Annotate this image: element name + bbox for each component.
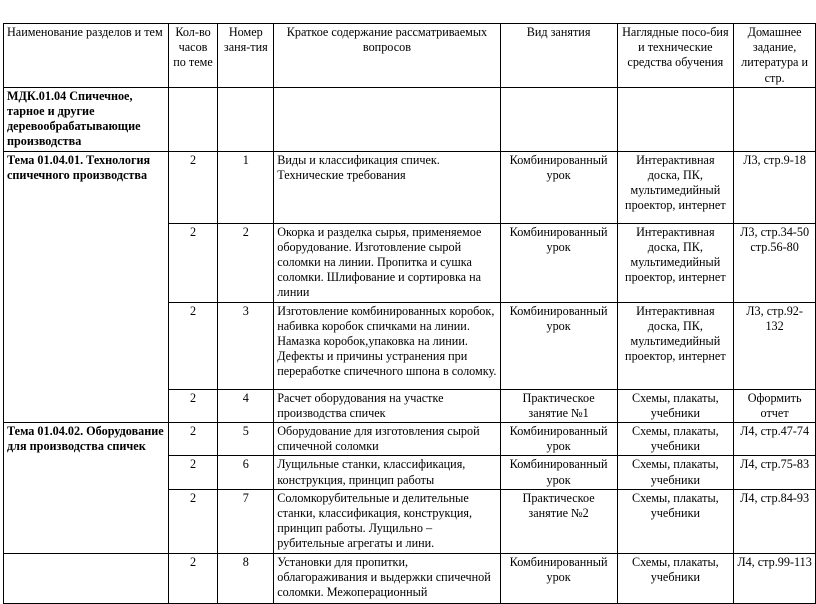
module-row (4, 87, 816, 151)
header-row (4, 24, 816, 88)
header-lesson-number: Номер заня-тия (218, 24, 274, 88)
lesson-number-cell: 2 (218, 223, 274, 302)
homework-cell: Л3, стр.34-50 стр.56-80 (734, 223, 816, 302)
table-row (4, 456, 816, 489)
aids-cell: Интерактивная доска, ПК, мультимедийный проектор, интернет (617, 223, 734, 302)
hours-cell: 2 (168, 223, 218, 302)
topic-continuation (4, 489, 169, 553)
header-section: Наименование разделов и тем (4, 24, 169, 88)
aids-cell: Схемы, плакаты, учебники (617, 423, 734, 456)
empty-cell (617, 87, 734, 151)
content-cell: Лущильные станки, классификация, конструкция, принцип работы (274, 456, 500, 489)
aids-cell: Интерактивная доска, ПК, мультимедийный проектор, интернет (617, 302, 734, 389)
header-aids: Наглядные посо-бия и технические средства обучения (617, 24, 734, 88)
lesson-number-cell: 5 (218, 423, 274, 456)
table-row (4, 389, 816, 422)
lesson-type-cell: Комбинированный урок (500, 553, 617, 603)
hours-cell: 2 (168, 423, 218, 456)
homework-cell: Оформить отчет (734, 389, 816, 422)
aids-cell: Схемы, плакаты, учебники (617, 489, 734, 553)
lesson-number-cell: 8 (218, 553, 274, 603)
empty-cell (500, 87, 617, 151)
content-cell: Расчет оборудования на участке производства спичек (274, 389, 500, 422)
aids-cell: Интерактивная доска, ПК, мультимедийный проектор, интернет (617, 151, 734, 223)
topic-title: Тема 01.04.02. Оборудование для производства спичек (4, 423, 169, 456)
empty-cell (734, 87, 816, 151)
module-title: МДК.01.04 Спичечное, тарное и другие деревообрабатывающие производства (4, 87, 169, 151)
table-row (4, 302, 816, 389)
empty-cell (168, 87, 218, 151)
lesson-number-cell: 3 (218, 302, 274, 389)
content-cell: Изготовление комбинированных коробок, набивка коробок спичками на линии. Намазка коробок,упаковка на линии. Дефекты и причины устранения при переработке спичечного шпона в соломку. (274, 302, 500, 389)
hours-cell: 2 (168, 389, 218, 422)
homework-cell: Л4, стр.99-113 (734, 553, 816, 603)
table-row (4, 553, 816, 603)
lesson-type-cell: Практическое занятие №2 (500, 489, 617, 553)
topic-continuation (4, 456, 169, 489)
topic-continuation (4, 223, 169, 302)
header-hours: Кол-во часов по теме (168, 24, 218, 88)
lesson-type-cell: Комбинированный урок (500, 223, 617, 302)
table-row (4, 489, 816, 553)
lesson-number-cell: 4 (218, 389, 274, 422)
lesson-type-cell: Комбинированный урок (500, 456, 617, 489)
lesson-number-cell: 7 (218, 489, 274, 553)
topic-title: Тема 01.04.01. Технология спичечного производства (4, 151, 169, 223)
content-cell: Установки для пропитки, облагораживания и выдержки спичечной соломки. Межоперационный (274, 553, 500, 603)
table-row (4, 423, 816, 456)
lesson-number-cell: 1 (218, 151, 274, 223)
empty-cell (218, 87, 274, 151)
topic-continuation (4, 553, 169, 603)
aids-cell: Схемы, плакаты, учебники (617, 456, 734, 489)
topic-continuation (4, 302, 169, 389)
hours-cell: 2 (168, 489, 218, 553)
content-cell: Окорка и разделка сырья, применяемое оборудование. Изготовление сырой соломки на линии. Пропитка и сушка соломки. Шлифование и сортировка на линии (274, 223, 500, 302)
lesson-plan-table (3, 23, 816, 604)
hours-cell: 2 (168, 151, 218, 223)
header-lesson-type: Вид занятия (500, 24, 617, 88)
empty-cell (274, 87, 500, 151)
content-cell: Оборудование для изготовления сырой спичечной соломки (274, 423, 500, 456)
hours-cell: 2 (168, 553, 218, 603)
table-row (4, 151, 816, 223)
homework-cell: Л3, стр.9-18 (734, 151, 816, 223)
topic-continuation (4, 389, 169, 422)
hours-cell: 2 (168, 302, 218, 389)
hours-cell: 2 (168, 456, 218, 489)
homework-cell: Л4, стр.75-83 (734, 456, 816, 489)
lesson-type-cell: Комбинированный урок (500, 423, 617, 456)
lesson-type-cell: Комбинированный урок (500, 302, 617, 389)
homework-cell: Л3, стр.92-132 (734, 302, 816, 389)
homework-cell: Л4, стр.84-93 (734, 489, 816, 553)
table-row (4, 223, 816, 302)
lesson-type-cell: Практическое занятие №1 (500, 389, 617, 422)
lesson-type-cell: Комбинированный урок (500, 151, 617, 223)
aids-cell: Схемы, плакаты, учебники (617, 553, 734, 603)
content-cell: Соломкорубительные и делительные станки, классификация, конструкция, принцип работы. Лущильно – рубительные агрегаты и лини. (274, 489, 500, 553)
header-homework: Домашнее задание, литература и стр. (734, 24, 816, 88)
header-content: Краткое содержание рассматриваемых вопросов (274, 24, 500, 88)
lesson-number-cell: 6 (218, 456, 274, 489)
aids-cell: Схемы, плакаты, учебники (617, 389, 734, 422)
content-cell: Виды и классификация спичек. Технические требования (274, 151, 500, 223)
homework-cell: Л4, стр.47-74 (734, 423, 816, 456)
